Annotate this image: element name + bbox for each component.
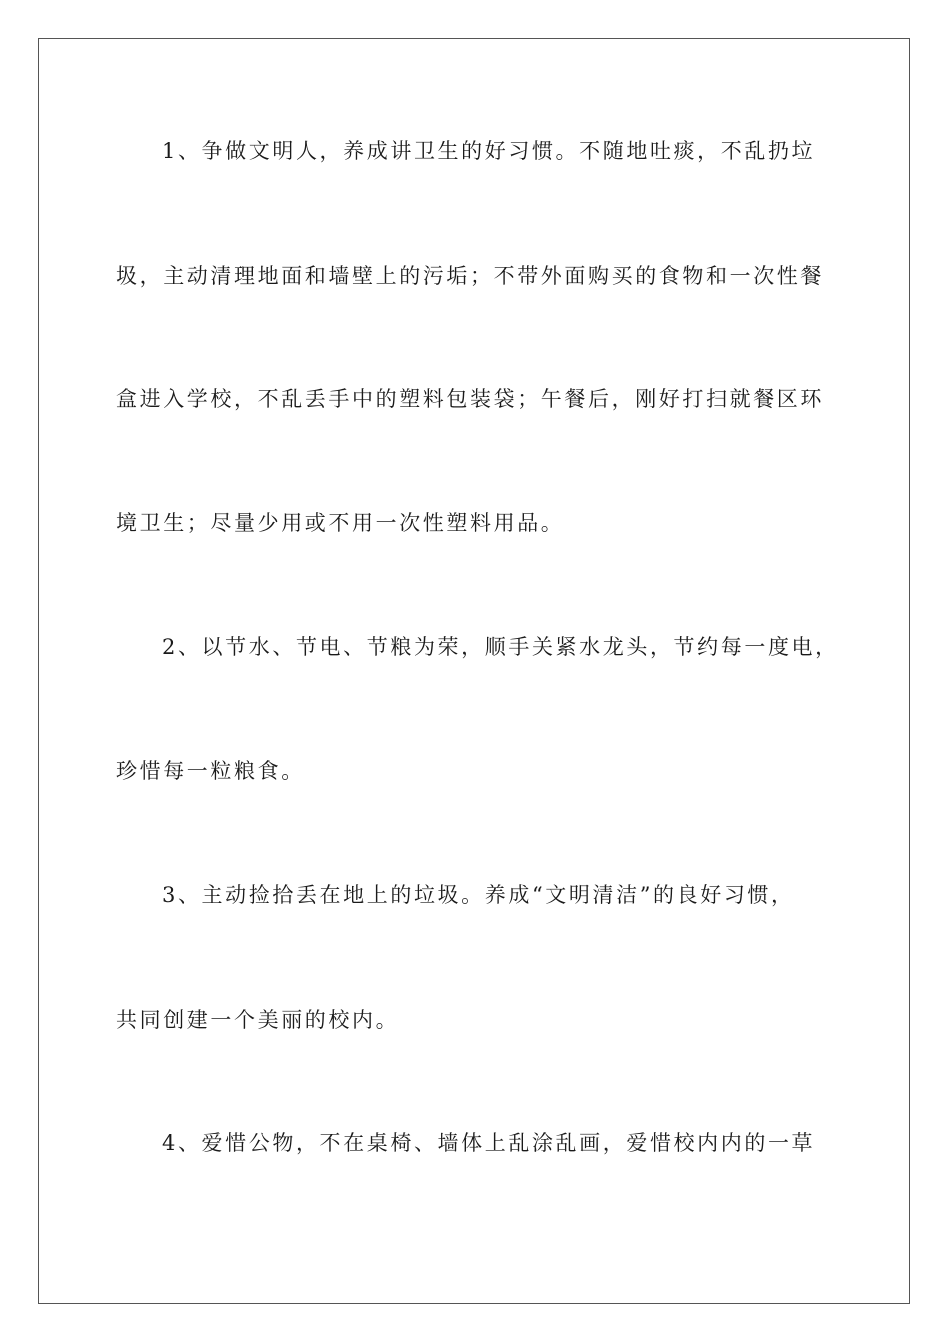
page-border xyxy=(38,38,910,1304)
paragraph-1-line-3: 盒进入学校，不乱丢手中的塑料包装袋；午餐后，刚好打扫就餐区环 xyxy=(116,387,824,411)
paragraph-2-line-1: 2、以节水、节电、节粮为荣，顺手关紧水龙头，节约每一度电， xyxy=(162,635,839,659)
paragraph-3-line-2: 共同创建一个美丽的校内。 xyxy=(116,1008,400,1032)
paragraph-1-line-2: 圾，主动清理地面和墙壁上的污垢；不带外面购买的食物和一次性餐 xyxy=(116,264,824,288)
paragraph-2-line-2: 珍惜每一粒粮食。 xyxy=(116,759,305,783)
paragraph-4-line-1: 4、爱惜公物，不在桌椅、墙体上乱涂乱画，爱惜校内内的一草 xyxy=(162,1131,816,1155)
paragraph-3-line-1: 3、主动捡拾丢在地上的垃圾。养成“文明清洁”的良好习惯， xyxy=(162,883,795,907)
paragraph-1-line-1: 1、争做文明人，养成讲卫生的好习惯。不随地吐痰，不乱扔垃 xyxy=(162,139,816,163)
paragraph-1-line-4: 境卫生；尽量少用或不用一次性塑料用品。 xyxy=(116,511,565,535)
